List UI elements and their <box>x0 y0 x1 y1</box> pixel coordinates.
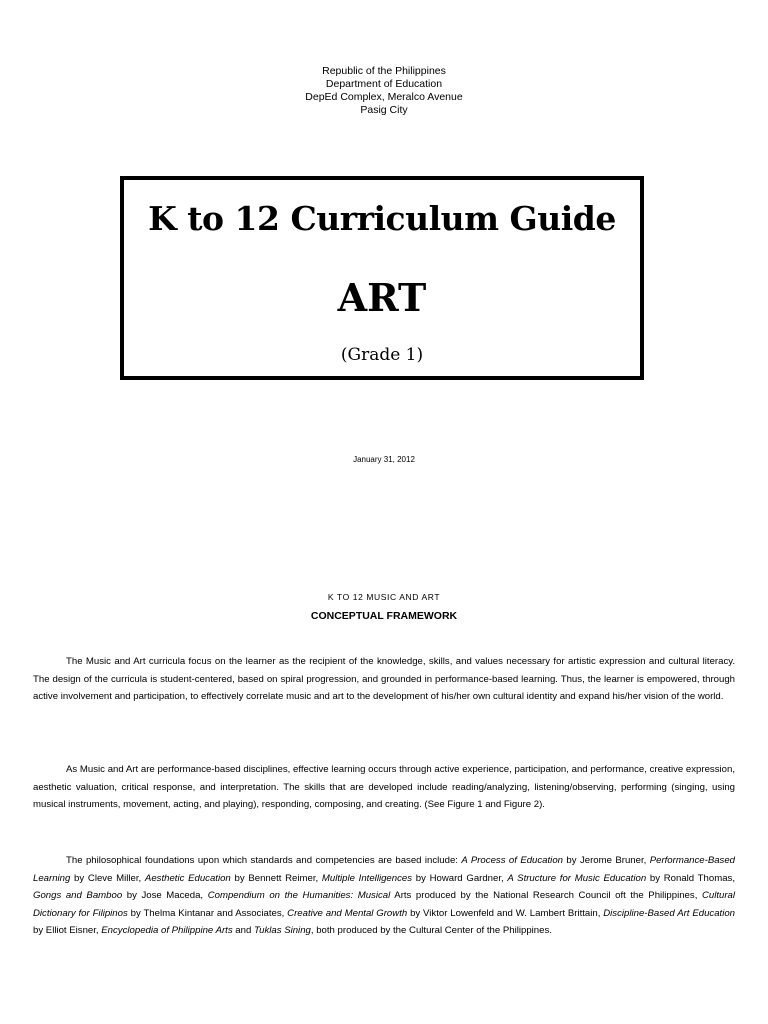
book-title: Gongs and Bamboo <box>33 890 123 901</box>
book-title: Cultural Dictionary for Filipinos <box>33 890 735 919</box>
subject-title: ART <box>337 275 427 320</box>
grade-label: (Grade 1) <box>340 345 424 365</box>
section-title: CONCEPTUAL FRAMEWORK <box>310 610 458 622</box>
paragraph-focus-text: The Music and Art curricula focus on the learner as the recipient of the knowledge, skills, and values necessary for artistic expression and cultural literacy. The design of the curricula is student-centered, based on spiral progression, and grounded in performance-based learning. Thus, the learner is empowered, through active involvement and participation, to effectively correlate music and art to the development of his/her own cultural identity and expand his/her vision of the world. <box>33 656 735 702</box>
paragraph-text: by Ronald Thomas, <box>646 872 735 884</box>
book-title: Compendium on the Humanities: Musical <box>207 890 391 901</box>
paragraph-performance <box>33 761 735 814</box>
document-header <box>0 65 768 117</box>
paragraph-text: by Howard Gardner, <box>412 872 508 884</box>
header-line-city: Pasig City <box>360 104 408 116</box>
paragraph-performance-text: As Music and Art are performance-based disciplines, effective learning occurs through active experience, participation, and performance, creative expression, aesthetic valuation, critical response, and interpretation. The skills that are developed include reading/analyzing, listening/observing, performing (singing, using musical instruments, movement, acting, and playing), responding, composing, and creating. (See Figure 1 and Figure 2). <box>33 764 735 810</box>
paragraph-focus <box>33 653 735 706</box>
book-title: A Process of Education <box>461 855 563 866</box>
section-label: K TO 12 MUSIC AND ART <box>327 592 441 602</box>
title-box <box>120 176 644 380</box>
book-title: Creative and Mental Growth <box>287 907 408 919</box>
document-date: January 31, 2012 <box>353 455 415 464</box>
header-line-republic: Republic of the Philippines <box>322 65 446 77</box>
book-title: Discipline-Based Art Education <box>603 907 735 919</box>
paragraph-text: by Viktor Lowenfeld and W. Lambert Brittain, <box>407 907 604 919</box>
paragraph-text: by Cleve Miller, <box>70 872 145 884</box>
paragraph-text: by Jerome Bruner, <box>563 855 650 866</box>
book-title: A Structure for Music Education <box>507 872 647 884</box>
paragraph-text: The philosophical foundations upon which standards and competencies are based include: <box>66 855 462 866</box>
header-line-address: DepEd Complex, Meralco Avenue <box>305 91 463 103</box>
paragraph-text: by Jose Maceda, <box>122 890 208 901</box>
book-title: Aesthetic Education <box>144 872 231 884</box>
paragraph-text: by Thelma Kintanar and Associates, <box>127 907 288 919</box>
paragraph-text: by Bennett Reimer, <box>230 872 322 884</box>
document-title: K to 12 Curriculum Guide <box>148 199 616 238</box>
paragraph-text: , both produced by the Cultural Center of the Philippines. <box>310 925 552 936</box>
paragraph-text: Arts produced by the National Research Council oft the Philippines, <box>390 890 702 901</box>
header-line-department: Department of Education <box>325 78 443 90</box>
paragraph-text: by Elliot Eisner, <box>33 925 102 936</box>
book-title: Multiple Intelligences <box>321 872 413 884</box>
paragraph-foundations <box>33 852 735 940</box>
book-title: Tuklas Sining <box>253 925 311 936</box>
paragraph-text: and <box>232 925 254 936</box>
book-title: Encyclopedia of Philippine Arts <box>101 925 233 936</box>
book-title: Performance-Based Learning <box>33 855 736 884</box>
